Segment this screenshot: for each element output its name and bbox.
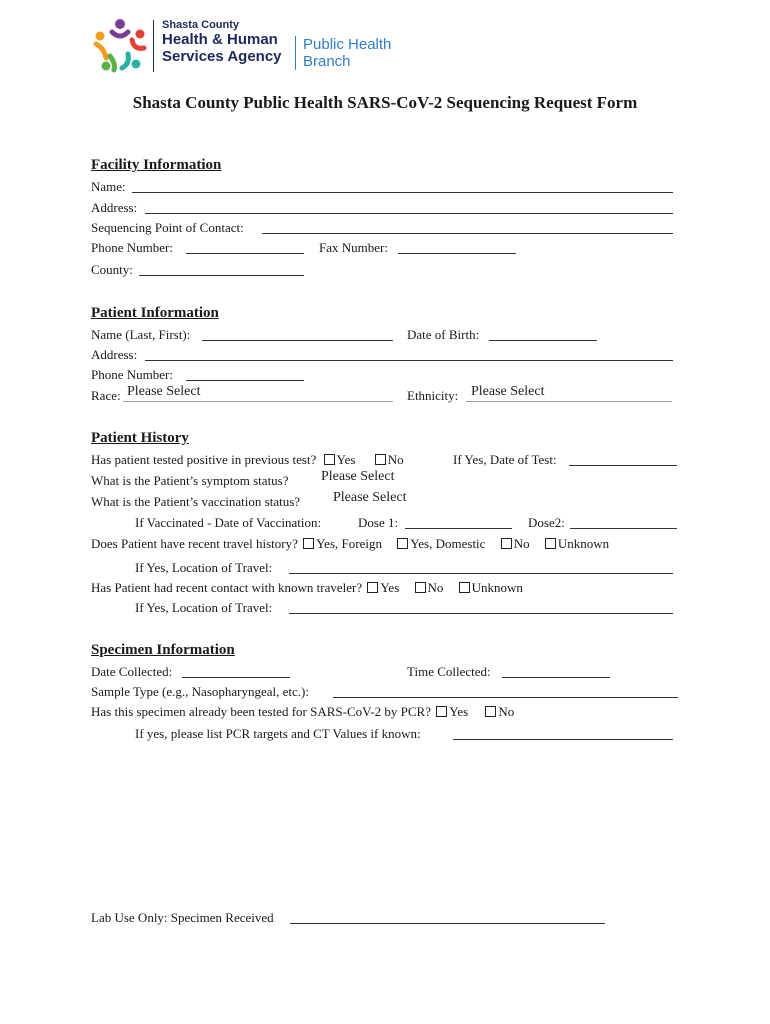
prev-test-question: Has patient tested positive in previous test?: [91, 452, 317, 467]
vaccination-question: What is the Patient’s vaccination status?: [91, 494, 301, 509]
pcr-yes-label: Yes: [449, 704, 469, 719]
patient-phone-field[interactable]: [186, 380, 304, 381]
lab-use-label: Lab Use Only: Specimen Received: [91, 910, 274, 925]
pcr-row: [91, 704, 514, 720]
contact-location-label: If Yes, Location of Travel:: [135, 600, 273, 615]
sample-type-field[interactable]: [333, 697, 678, 698]
travel-domestic-checkbox[interactable]: [397, 538, 408, 549]
dose1-label: Dose 1:: [358, 515, 399, 530]
date-collected-label: Date Collected:: [91, 664, 173, 679]
facility-county-field[interactable]: [139, 275, 304, 276]
dose1-field[interactable]: [405, 528, 512, 529]
facility-name-field[interactable]: [132, 192, 673, 193]
prev-test-no-checkbox[interactable]: [375, 454, 386, 465]
patient-ethnicity-label: Ethnicity:: [407, 388, 459, 403]
dose2-field[interactable]: [570, 528, 677, 529]
facility-address-label: Address:: [91, 200, 138, 215]
pcr-question: Has this specimen already been tested for SARS-CoV-2 by PCR?: [91, 704, 431, 719]
vacc-date-label: If Vaccinated - Date of Vaccination:: [135, 515, 322, 530]
contact-unknown-label: Unknown: [471, 580, 523, 595]
patient-name-field[interactable]: [202, 340, 393, 341]
facility-fax-field[interactable]: [398, 253, 516, 254]
patient-address-field[interactable]: [145, 360, 673, 361]
facility-name-label: Name:: [91, 179, 126, 194]
agency-logo: [92, 16, 412, 74]
race-select-underline: [123, 401, 393, 402]
facility-phone-label: Phone Number:: [91, 240, 173, 255]
date-of-test-field[interactable]: [569, 465, 677, 466]
travel-no-checkbox[interactable]: [501, 538, 512, 549]
patient-phone-label: Phone Number:: [91, 367, 173, 382]
sample-type-label: Sample Type (e.g., Nasopharyngeal, etc.):: [91, 684, 309, 699]
time-collected-label: Time Collected:: [407, 664, 491, 679]
pcr-yes-checkbox[interactable]: [436, 706, 447, 717]
facility-contact-field[interactable]: [262, 233, 673, 234]
travel-location-label: If Yes, Location of Travel:: [135, 560, 273, 575]
contact-question: Has Patient had recent contact with known traveler?: [91, 580, 363, 595]
facility-heading: Facility Information: [91, 157, 222, 173]
logo-divider-2: [295, 36, 296, 70]
patient-name-label: Name (Last, First):: [91, 327, 191, 342]
logo-branch-line1: Public Health: [303, 36, 392, 53]
ethnicity-select[interactable]: Please Select: [471, 384, 545, 399]
travel-location-field[interactable]: [289, 573, 673, 574]
dose2-label: Dose2:: [528, 515, 565, 530]
contact-no-checkbox[interactable]: [415, 582, 426, 593]
logo-org-line2: Services Agency: [162, 48, 282, 65]
contact-no-label: No: [427, 580, 444, 595]
travel-no-label: No: [513, 536, 530, 551]
symptom-question: What is the Patient’s symptom status?: [91, 473, 289, 488]
vaccination-select[interactable]: Please Select: [333, 490, 407, 505]
facility-contact-label: Sequencing Point of Contact:: [91, 220, 244, 235]
patient-race-label: Race:: [91, 388, 121, 403]
travel-row: [91, 536, 609, 552]
logo-org-line1: Health & Human: [162, 31, 278, 48]
facility-fax-label: Fax Number:: [319, 240, 388, 255]
travel-unknown-checkbox[interactable]: [545, 538, 556, 549]
lab-use-field[interactable]: [290, 923, 605, 924]
travel-unknown-label: Unknown: [557, 536, 610, 551]
prev-test-yes-label: Yes: [336, 452, 356, 467]
prev-test-row: [91, 452, 404, 468]
travel-domestic-label: Yes, Domestic: [410, 536, 486, 551]
prev-test-yes-checkbox[interactable]: [324, 454, 335, 465]
pcr-targets-label: If yes, please list PCR targets and CT Values if known:: [135, 726, 421, 741]
patient-heading: Patient Information: [91, 305, 219, 321]
symptom-select[interactable]: Please Select: [321, 469, 395, 484]
facility-phone-field[interactable]: [186, 253, 304, 254]
travel-foreign-label: Yes, Foreign: [316, 536, 382, 551]
time-collected-field[interactable]: [502, 677, 610, 678]
contact-yes-checkbox[interactable]: [367, 582, 378, 593]
prev-test-no-label: No: [387, 452, 404, 467]
pcr-no-checkbox[interactable]: [485, 706, 496, 717]
date-collected-field[interactable]: [182, 677, 290, 678]
facility-address-field[interactable]: [145, 213, 673, 214]
pcr-targets-field[interactable]: [453, 739, 673, 740]
logo-branch-line2: Branch: [303, 53, 351, 70]
ethnicity-select-underline: [466, 401, 672, 402]
logo-org-top: Shasta County: [162, 19, 240, 31]
race-select[interactable]: Please Select: [127, 384, 201, 399]
contact-location-field[interactable]: [289, 613, 673, 614]
date-of-test-label: If Yes, Date of Test:: [453, 452, 557, 467]
travel-question: Does Patient have recent travel history?: [91, 536, 298, 551]
pcr-no-label: No: [498, 704, 515, 719]
patient-dob-label: Date of Birth:: [407, 327, 480, 342]
form-title: Shasta County Public Health SARS-CoV-2 Sequencing Request Form: [132, 93, 638, 112]
people-circle-icon: [92, 18, 148, 74]
logo-divider: [153, 20, 154, 72]
patient-address-label: Address:: [91, 347, 138, 362]
contact-yes-label: Yes: [380, 580, 400, 595]
patient-dob-field[interactable]: [489, 340, 597, 341]
travel-foreign-checkbox[interactable]: [303, 538, 314, 549]
facility-county-label: County:: [91, 262, 133, 277]
contact-unknown-checkbox[interactable]: [459, 582, 470, 593]
contact-row: [91, 580, 523, 596]
history-heading: Patient History: [91, 430, 189, 446]
specimen-heading: Specimen Information: [91, 642, 235, 658]
